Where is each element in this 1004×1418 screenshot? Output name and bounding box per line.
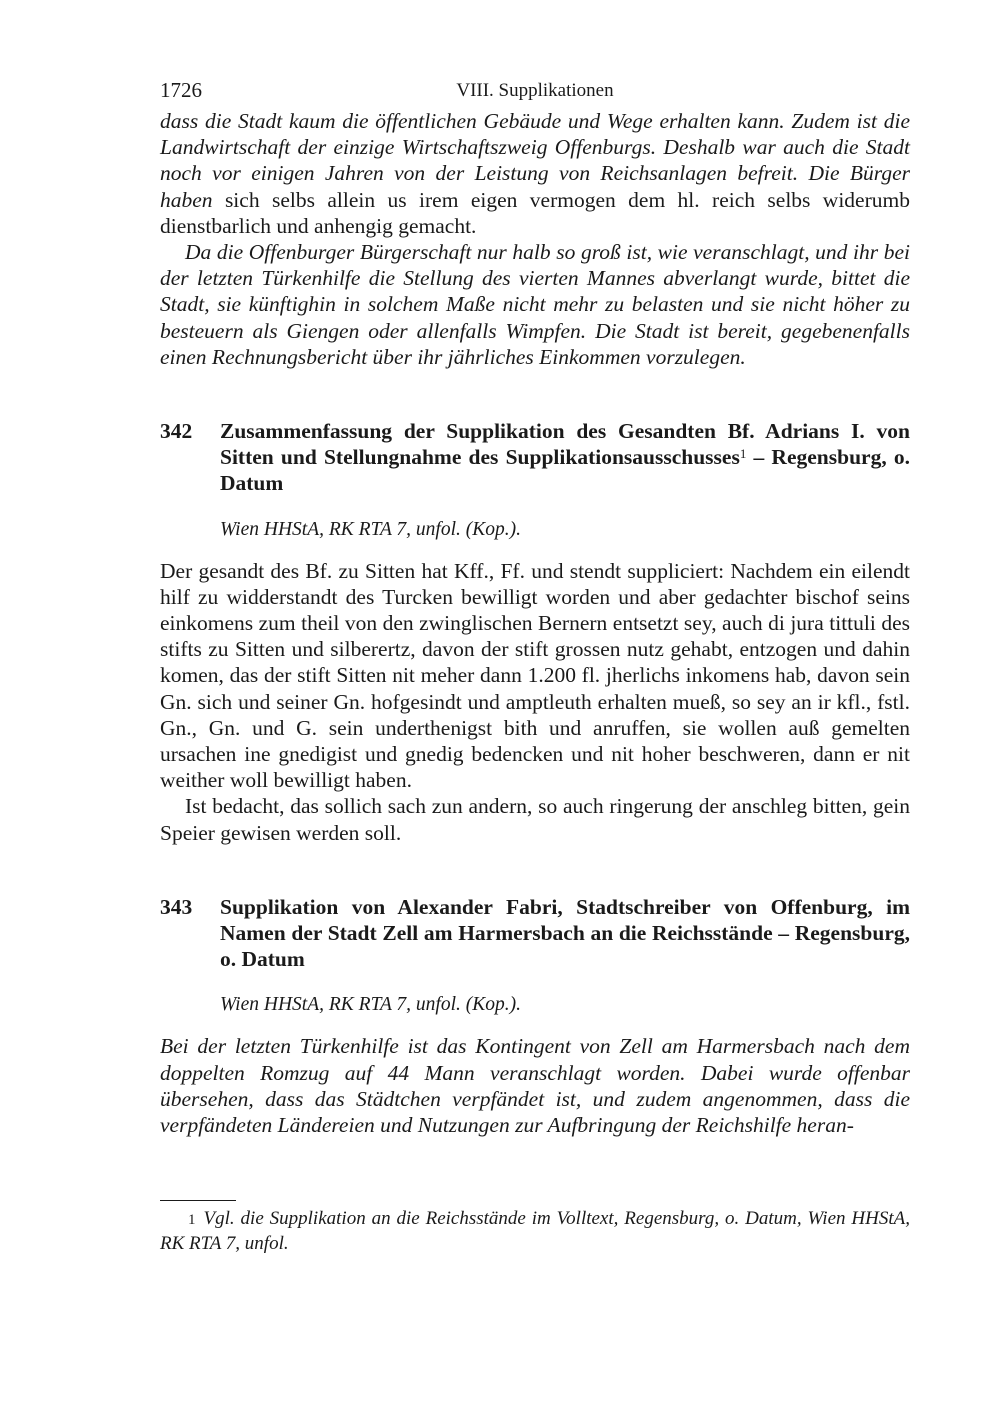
entry-343-heading xyxy=(160,894,910,973)
entry-343-number: 343 xyxy=(160,894,193,919)
entry-343-paragraph-1: Bei der letzten Türkenhilfe ist das Kontingent von Zell am Harmersbach nach dem doppelten Romzug auf 44 Mann veranschlagt worden. Dabei wurde offenbar übersehen, dass das Städtchen verpfändet ist, und zudem angenommen, dass die verpfändeten Ländereien und Nutzungen zur Aufbringung der Reichshilfe heran- xyxy=(160,1034,910,1138)
entry-342-title-main: Zusammenfassung der Supplikation des Gesandten Bf. Adrians I. von Sitten und Stellungnahme des Supplikationsausschusses xyxy=(220,419,910,470)
footnote-reference[interactable]: 1 xyxy=(739,446,747,462)
entry-342-paragraph-1: Der gesandt des Bf. zu Sitten hat Kff., Ff. und stendt suppliciert: Nachdem ein eilendt hilf zu widderstandt des Turcken bewilligt worden und aber gedachter bischof seins einkomens zum theil von den zwinglischen Bernern entsetzt sey, auch di jura tittuli des stifts zu Sitten und silberertz, davon der stift grossen nutz gehabt, entzogen und dahin komen, das der stift Sitten nit meher dann 1.200 fl. jherlichs inkomens hab, davon sein Gn. sich und seiner Gn. hofgesindt und amptleuth erhalten mueß, so sey an ir kfl., fstl. Gn., Gn. und G. sein underthenigst bith und anruffen, sie wollen auß gemelten ursachen ine gnedigist und gnedig bedencken und nit hoher beschweren, dann er nit weither woll bewilligt haben. xyxy=(160,558,910,793)
footnote-mark: 1 xyxy=(188,1212,196,1228)
entry-342-title-place-date: – Regensburg, o. Datum xyxy=(220,445,911,496)
page-number: 1726 xyxy=(160,78,202,102)
entry-342-number: 342 xyxy=(160,419,193,444)
footnote-1 xyxy=(160,1207,910,1255)
entry-342-paragraph-2: Ist bedacht, das sollich sach zun andern, so auch ringerung der anschleg bitten, gein Speier gewisen werden soll. xyxy=(160,794,910,845)
entry-343-source: Wien HHStA, RK RTA 7, unfol. (Kop.). xyxy=(220,994,521,1016)
intro-paragraph-1-summary: dass die Stadt kaum die öffentlichen Gebäude und Wege erhalten kann. Zudem ist die Landwirtschaft der einzige Wirtschaftszweig Offenburgs. Deshalb war auch die Stadt noch vor einigen Jahren von der Leistung von Reichsanlagen befreit. Die Bürger haben xyxy=(160,109,910,212)
footnote-area xyxy=(160,1200,910,1255)
running-title: VIII. Supplikationen xyxy=(456,80,614,101)
page-header xyxy=(160,78,910,108)
intro-paragraph-1 xyxy=(160,108,910,239)
entry-342-title xyxy=(220,418,910,497)
footnote-divider xyxy=(160,1200,236,1201)
entry-342-heading xyxy=(160,418,910,497)
entry-342-source: Wien HHStA, RK RTA 7, unfol. (Kop.). xyxy=(220,518,521,540)
entry-343-title: Supplikation von Alexander Fabri, Stadtschreiber von Offenburg, im Namen der Stadt Zell am Harmersbach an die Reichsstände – Regensburg, o. Datum xyxy=(220,894,910,972)
footnote-text: Vgl. die Supplikation an die Reichsstände im Volltext, Regensburg, o. Datum, Wien HHStA, RK RTA 7, unfol. xyxy=(160,1208,910,1254)
intro-paragraph-1-quote: sich selbs allein us irem eigen vermogen dem hl. reich selbs widerumb dienstbarlich und anhengig gemacht. xyxy=(160,187,910,238)
intro-paragraph-2: Da die Offenburger Bürgerschaft nur halb so groß ist, wie veranschlagt, und ihr bei der letzten Türkenhilfe die Stellung des vierten Mannes abverlangt wurde, bittet die Stadt, sie künftighin in solchem Maße nicht mehr zu belasten und sie nicht höher zu besteuern als Giengen oder allenfalls Wimpfen. Die Stadt ist bereit, gegebenenfalls einen Rechnungsbericht über ihr jährliches Einkommen vorzulegen. xyxy=(160,240,910,369)
page-content xyxy=(160,78,910,1138)
